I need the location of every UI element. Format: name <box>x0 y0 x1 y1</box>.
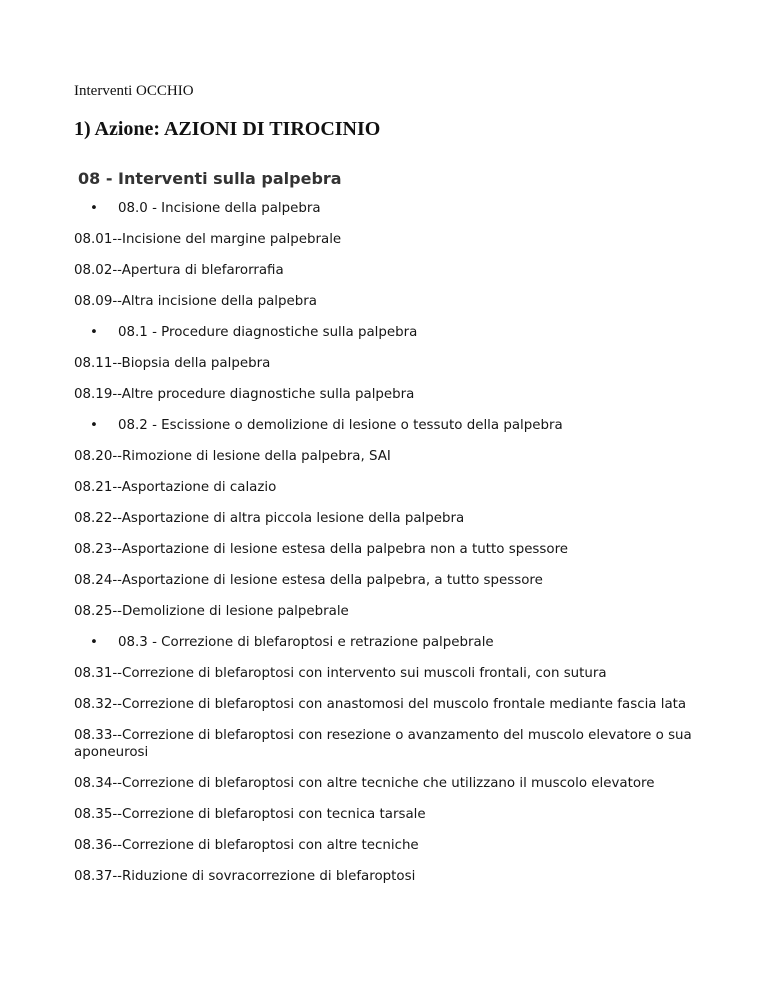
bullet-icon: • <box>90 418 98 433</box>
procedure-item <box>74 837 714 854</box>
subsection-heading: 08 - Interventi sulla palpebra <box>78 169 342 188</box>
category-bullet-item <box>74 324 714 341</box>
entry-text: 08.22--Asportazione di altra piccola lesione della palpebra <box>74 511 465 526</box>
category-bullet-item <box>74 200 714 217</box>
procedure-item <box>74 479 714 496</box>
procedure-item <box>74 806 714 823</box>
procedure-item <box>74 541 714 558</box>
procedure-item <box>74 665 714 682</box>
entry-text: 08.21--Asportazione di calazio <box>74 480 277 495</box>
entry-text: 08.19--Altre procedure diagnostiche sulla palpebra <box>74 387 415 402</box>
procedure-item <box>74 696 714 713</box>
bullet-icon: • <box>90 201 98 216</box>
category-bullet-item <box>74 634 714 651</box>
entry-text: 08.20--Rimozione di lesione della palpebra, SAI <box>74 449 391 464</box>
procedure-item <box>74 868 714 885</box>
entry-text: 08.23--Asportazione di lesione estesa della palpebra non a tutto spessore <box>74 542 569 557</box>
procedure-item <box>74 603 714 620</box>
procedure-item <box>74 727 714 761</box>
procedure-item <box>74 231 714 248</box>
entry-text: 08.3 - Correzione di blefaroptosi e retrazione palpebrale <box>118 635 494 650</box>
procedure-item <box>74 386 714 403</box>
bullet-icon: • <box>90 325 98 340</box>
entry-text: 08.01--Incisione del margine palpebrale <box>74 232 342 247</box>
entry-text: 08.34--Correzione di blefaroptosi con altre tecniche che utilizzano il muscolo elevatore <box>74 776 655 791</box>
procedure-item <box>74 448 714 465</box>
entry-text: 08.33--Correzione di blefaroptosi con resezione o avanzamento del muscolo elevatore o sua aponeurosi <box>74 728 692 760</box>
procedure-item <box>74 293 714 310</box>
entry-text: 08.11--Biopsia della palpebra <box>74 356 271 371</box>
entry-text: 08.24--Asportazione di lesione estesa della palpebra, a tutto spessore <box>74 573 543 588</box>
entry-text: 08.35--Correzione di blefaroptosi con tecnica tarsale <box>74 807 426 822</box>
entry-text: 08.02--Apertura di blefarorrafia <box>74 263 284 278</box>
procedure-item <box>74 572 714 589</box>
procedure-item <box>74 355 714 372</box>
entry-text: 08.0 - Incisione della palpebra <box>118 201 321 216</box>
entry-text: 08.1 - Procedure diagnostiche sulla palpebra <box>118 325 418 340</box>
entry-text: 08.25--Demolizione di lesione palpebrale <box>74 604 349 619</box>
procedure-list <box>74 200 714 899</box>
entry-text: 08.31--Correzione di blefaroptosi con intervento sui muscoli frontali, con sutura <box>74 666 607 681</box>
procedure-item <box>74 775 714 792</box>
document-title: Interventi OCCHIO <box>74 83 194 99</box>
entry-text: 08.2 - Escissione o demolizione di lesione o tessuto della palpebra <box>118 418 563 433</box>
bullet-icon: • <box>90 635 98 650</box>
entry-text: 08.09--Altra incisione della palpebra <box>74 294 317 309</box>
entry-text: 08.37--Riduzione di sovracorrezione di blefaroptosi <box>74 869 416 884</box>
entry-text: 08.36--Correzione di blefaroptosi con altre tecniche <box>74 838 419 853</box>
entry-text: 08.32--Correzione di blefaroptosi con anastomosi del muscolo frontale mediante fascia lata <box>74 697 687 712</box>
procedure-item <box>74 262 714 279</box>
category-bullet-item <box>74 417 714 434</box>
section-heading: 1) Azione: AZIONI DI TIROCINIO <box>74 118 381 140</box>
procedure-item <box>74 510 714 527</box>
